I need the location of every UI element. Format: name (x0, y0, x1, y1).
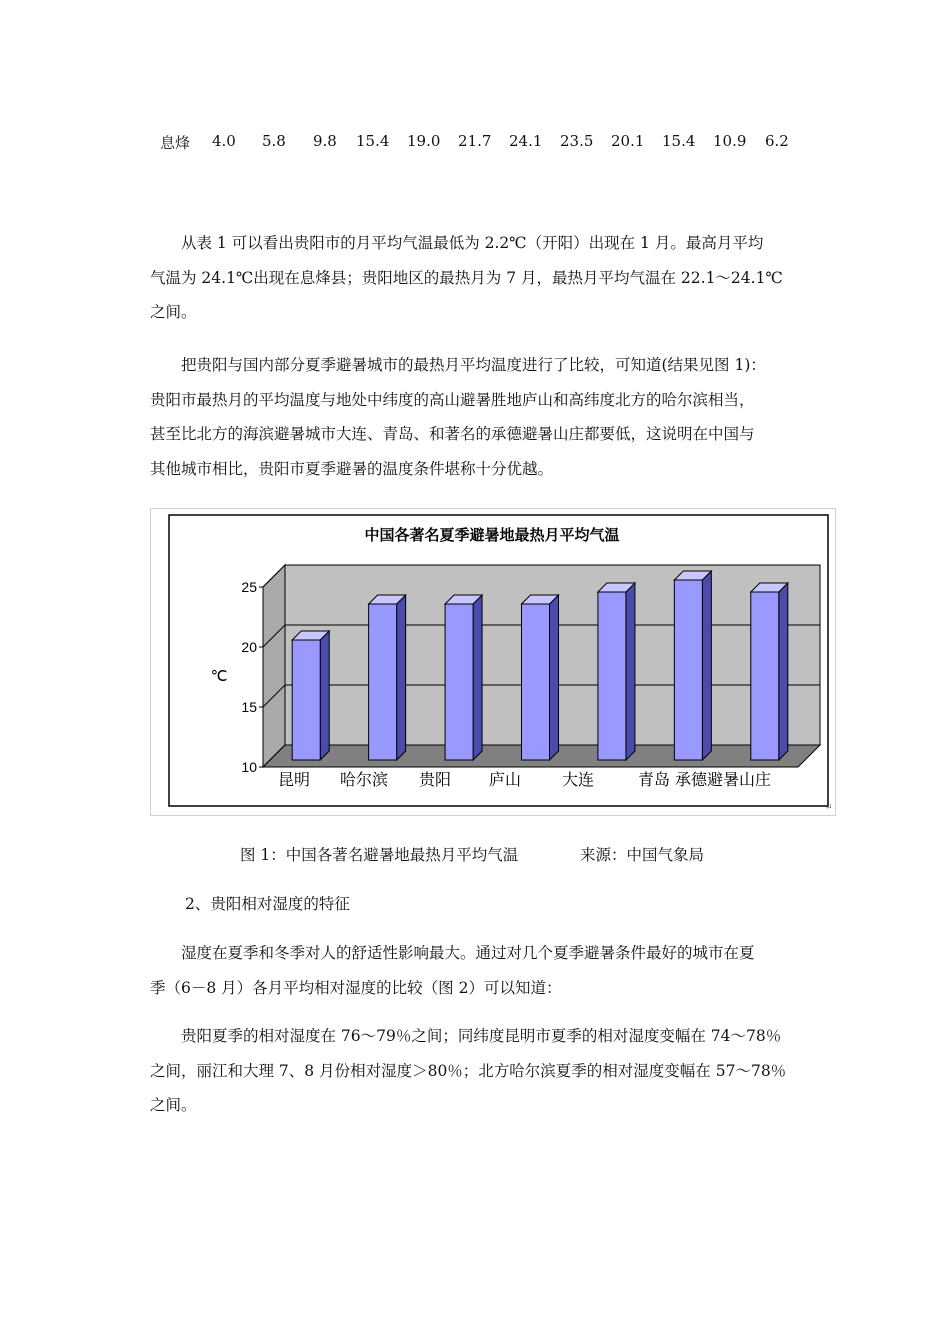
paragraph-line: 贵阳市最热月的平均温度与地处中纬度的高山避暑胜地庐山和高纬度北方的哈尔滨相当， (150, 390, 755, 409)
row-value: 5.8 (262, 132, 286, 150)
figure-source: 来源：中国气象局 (580, 846, 705, 864)
row-value: 15.4 (662, 132, 696, 150)
bar-side (473, 595, 482, 760)
bar-chart (151, 509, 835, 815)
row-label: 息烽 (160, 134, 191, 152)
bar-side (779, 583, 788, 760)
x-tick-label: 贵阳 (418, 772, 452, 789)
row-value: 10.9 (713, 132, 747, 150)
row-value: 15.4 (356, 132, 390, 150)
paragraph-line: 其他城市相比，贵阳市夏季避暑的温度条件堪称十分优越。 (150, 459, 554, 478)
row-value: 20.1 (611, 132, 645, 150)
row-value: 9.8 (313, 132, 337, 150)
paragraph-humidity-intro (150, 936, 805, 1005)
paragraph-line: 季（6－8 月）各月平均相对湿度的比较（图 2）可以知道： (150, 978, 562, 997)
y-tick-label: 15 (241, 699, 257, 715)
x-tick-label: 大连 (561, 772, 595, 789)
bar-side (320, 631, 329, 760)
bar (292, 640, 320, 760)
paragraph-line: 之间，丽江和大理 7、8 月份相对湿度＞80％；北方哈尔滨夏季的相对湿度变幅在 57～78％ (150, 1061, 787, 1080)
paragraph-line: 甚至比北方的海滨避暑城市大连、青岛、和著名的承德避暑山庄都要低，这说明在中国与 (150, 425, 755, 443)
bar (369, 604, 397, 760)
bar (522, 604, 550, 760)
x-tick-label: 青岛 (637, 772, 671, 789)
bar (674, 580, 702, 760)
chart-title: 中国各著名夏季避暑地最热月平均气温 (364, 527, 620, 544)
side-wall (263, 565, 285, 767)
bar-side (550, 595, 559, 760)
chart-plot-area (241, 565, 820, 789)
paragraph-line: 之间。 (150, 303, 197, 321)
row-value: 19.0 (407, 132, 441, 150)
x-tick-label: 昆明 (277, 772, 311, 789)
row-value: 23.5 (560, 132, 594, 150)
x-tick-label: 承德避暑山庄 (674, 772, 772, 789)
row-value: 21.7 (458, 132, 492, 150)
bar-side (626, 583, 635, 760)
chart-figure (150, 508, 836, 816)
section-heading: 2、贵阳相对湿度的特征 (185, 895, 350, 913)
paragraph-line: 气温为 24.1℃出现在息烽县；贵阳地区的最热月为 7 月，最热月平均气温在 22.1～24.1℃ (150, 268, 783, 287)
row-value: 4.0 (212, 132, 236, 150)
paragraph-line: 从表 1 可以看出贵阳市的月平均气温最低为 2.2℃（开阳）出现在 1 月。最高月平均 (181, 234, 764, 252)
bar-side (702, 571, 711, 760)
bar (751, 592, 779, 760)
figure-caption: 图 1：中国各著名避暑地最热月平均气温 (240, 846, 519, 864)
paragraph-humidity-detail (150, 1019, 805, 1123)
anchor-mark-icon: ↵ (825, 803, 833, 813)
paragraph-line: 把贵阳与国内部分夏季避暑城市的最热月平均温度进行了比较，可知道(结果见图 1)： (181, 356, 766, 374)
paragraph-monthly-temperature (150, 226, 805, 330)
bar (445, 604, 473, 760)
bar-side (397, 595, 406, 760)
x-tick-label: 庐山 (488, 772, 522, 789)
paragraph-line: 贵阳夏季的相对湿度在 76～79％之间；同纬度昆明市夏季的相对湿度变幅在 74～78％ (181, 1027, 782, 1045)
y-axis-label: ℃ (210, 668, 228, 685)
x-tick-label: 哈尔滨 (339, 772, 389, 789)
paragraph-line: 湿度在夏季和冬季对人的舒适性影响最大。通过对几个夏季避暑条件最好的城市在夏 (181, 944, 755, 962)
paragraph-city-comparison (150, 348, 805, 486)
y-tick-label: 10 (241, 759, 257, 775)
bar (598, 592, 626, 760)
row-value: 24.1 (509, 132, 543, 150)
y-tick-label: 20 (241, 639, 257, 655)
table-row-xifeng (160, 132, 800, 154)
row-value: 6.2 (765, 132, 789, 150)
y-tick-label: 25 (241, 579, 257, 595)
paragraph-line: 之间。 (150, 1096, 197, 1114)
